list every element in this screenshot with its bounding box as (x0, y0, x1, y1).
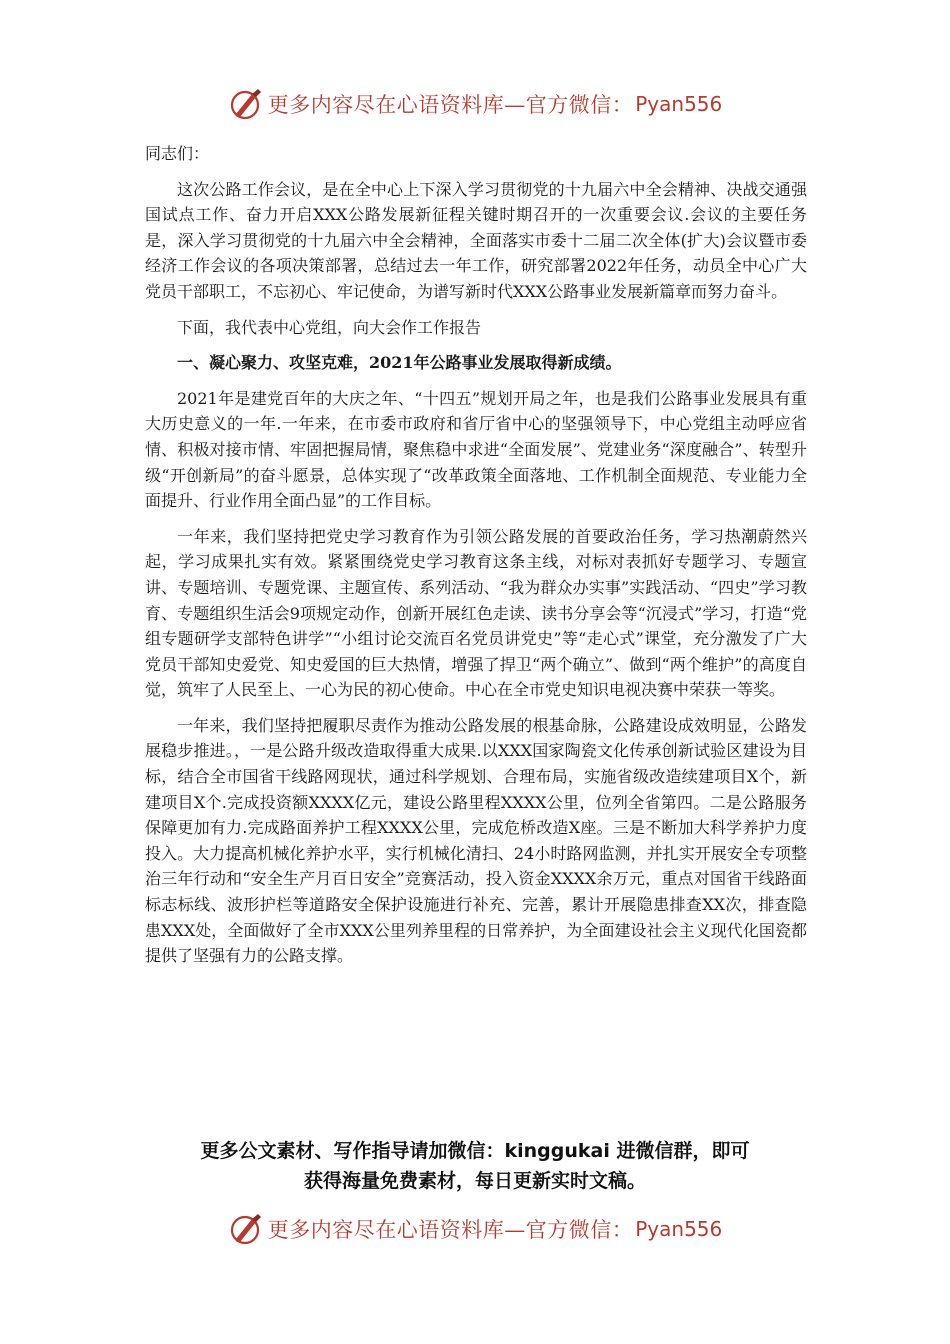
footer-banner (0, 1209, 950, 1249)
promo-note-line-1: 更多公文素材、写作指导请加微信：kinggukai 进微信群，即可 (200, 1140, 750, 1162)
banner-wechat-id: Pyan556 (635, 1217, 723, 1241)
promo-note-line-2: 获得海量免费素材，每日更新实时文稿。 (303, 1170, 646, 1192)
paragraph-intro: 这次公路工作会议，是在全中心上下深入学习贯彻党的十九届六中全会精神、决战交通强国试点工作、奋力开启XXX公路发展新征程关键时期召开的一次重要会议.会议的主要任务是，深入学习贯彻党的十九届六中全会精神，全面落实市委十二届二次全体(扩大)会议暨市委经济工作会议的各项决策部署，总结过去一年工作，研究部署2022年任务，动员全中心广大党员干部职工，不忘初心、牢记使命，为谱写新时代XXX公路事业发展新篇章而努力奋斗。 (145, 179, 807, 301)
paragraph-road-construction: 一年来，我们坚持把履职尽责作为推动公路发展的根基命脉，公路建设成效明显，公路发展稳步推进。，一是公路升级改造取得重大成果.以XXX国家陶瓷文化传承创新试验区建设为目标，结合全市国省干线路网现状，通过科学规划、合理布局，实施省级改造续建项目X个，新建项目X个.完成投资额XXXX亿元，建设公路里程XXXX公里，位列全省第四。二是公路服务保障更加有力.完成路面养护工程XXXX公里，完成危桥改造X座。三是不断加大科学养护力度投入。大力提高机械化养护水平，实行机械化清扫、24小时路网监测，并扎实开展安全专项整治三年行动和“安全生产月百日安全”竞赛活动，投入资金XXXX余万元，重点对国省干线路面标志标线、波形护栏等道路安全保护设施进行补充、完善，累计开展隐患排查XX次，排查隐患XXX处，全面做好了全市XXX公里列养里程的日常养护，为全面建设社会主义现代化国瓷都提供了坚强有力的公路支撑。 (145, 715, 807, 966)
header-banner (0, 84, 950, 124)
paragraph-2021-overview: 2021年是建党百年的大庆之年、“十四五”规划开局之年，也是我们公路事业发展具有重大历史意义的一年.一年来，在市委市政府和省厅省中心的坚强领导下，中心党组主动呼应省情、积极对接市情、牢固把握局情，聚焦稳中求进“全面发展”、党建业务“深度融合”、转型升级“开创新局”的奋斗愿景，总体实现了“改革政策全面落地、工作机制全面规范、专业能力全面提升、行业作用全面凸显”的工作目标。 (145, 388, 807, 511)
banner-text: 更多内容尽在心语资料库—官方微信： (267, 93, 634, 117)
document-body (145, 141, 807, 979)
banner-wechat-id: Pyan556 (635, 92, 723, 116)
pen-logo-icon (228, 1211, 264, 1247)
greeting: 同志们： (145, 144, 210, 163)
promo-note (120, 1136, 830, 1196)
section-heading: 一、凝心聚力、攻坚克难，2021年公路事业发展取得新成绩。 (177, 353, 622, 373)
pen-logo-icon (228, 86, 264, 122)
paragraph-report-lead: 下面，我代表中心党组，向大会作工作报告 (177, 317, 482, 337)
paragraph-party-history: 一年来，我们坚持把党史学习教育作为引领公路发展的首要政治任务，学习热潮蔚然兴起，学习成果扎实有效。紧紧围绕党史学习教育这条主线，对标对表抓好专题学习、专题宣讲、专题培训、专题党课、主题宣传、系列活动、“我为群众办实事”实践活动、“四史”学习教育、专题组织生活会9项规定动作，创新开展红色走读、读书分享会等“沉浸式”学习，打造“党组专题研学支部特色讲学”“小组讨论交流百名党员讲党史”等“走心式”课堂，充分激发了广大党员干部知史爱党、知史爱国的巨大热情，增强了捍卫“两个确立”、做到“两个维护”的高度自觉，筑牢了人民至上、一心为民的初心使命。中心在全市党史知识电视决赛中荣获一等奖。 (145, 526, 807, 700)
banner-text: 更多内容尽在心语资料库—官方微信： (267, 1218, 634, 1242)
